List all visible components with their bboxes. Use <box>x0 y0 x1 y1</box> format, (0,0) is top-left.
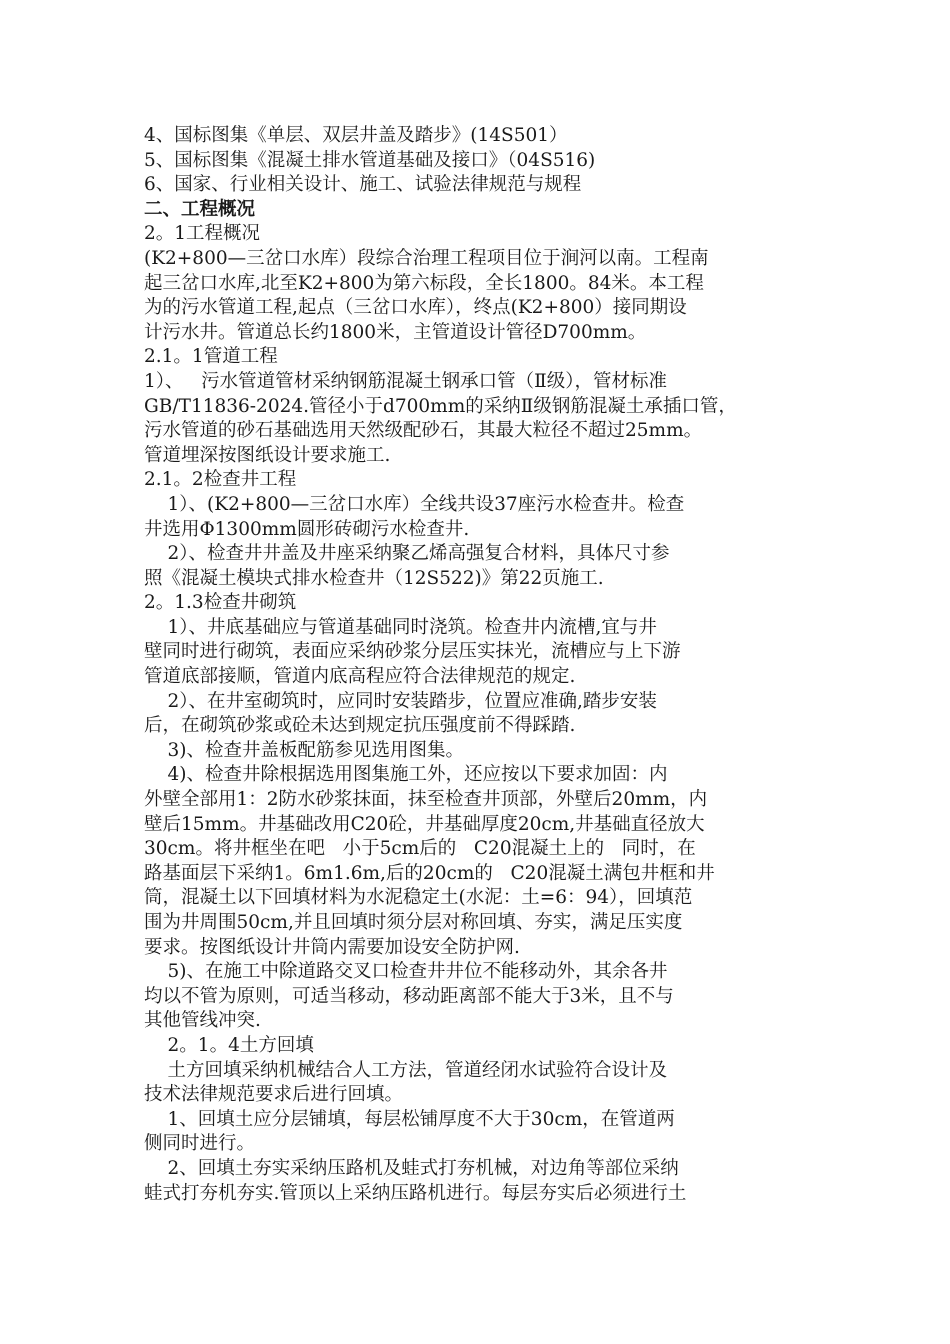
text-line: 为的污水管道工程,起点（三岔口水库），终点(K2+800）接同期设 <box>144 297 687 319</box>
text-line: 5、国标图集《混凝土排水管道基础及接口》（04S516) <box>144 149 596 171</box>
text-line: 土方回填采纳机械结合人工方法，管道经闭水试验符合设计及 <box>144 1059 668 1081</box>
text-line: 2）、在井室砌筑时，应同时安装踏步，位置应准确,踏步安装 <box>144 690 657 712</box>
text-line: 其他管线冲突. <box>144 1010 261 1032</box>
text-line: 计污水井。管道总长约1800米，主管道设计管径D700mm。 <box>144 321 647 343</box>
text-line: 外壁全部用1：2防水砂浆抹面，抹至检查井顶部，外壁后20mm，内 <box>144 789 708 811</box>
section-heading: 二、工程概况 <box>144 198 256 220</box>
text-line: 2）、检查井井盖及井座采纳聚乙烯高强复合材料，具体尺寸参 <box>144 543 670 565</box>
text-line: 2。1工程概况 <box>144 223 261 245</box>
text-line: 要求。按图纸设计井筒内需要加设安全防护网. <box>144 936 520 958</box>
text-line: 30cm。将井框坐在吧 小于5cm后的 C20混凝土上的 同时，在 <box>144 838 696 860</box>
text-line: 管道底部接顺，管道内底高程应符合法律规范的规定. <box>144 666 576 688</box>
text-line: 6、国家、行业相关设计、施工、试验法律规范与规程 <box>144 174 582 196</box>
text-line: 1、回填土应分层铺填，每层松铺厚度不大于30cm，在管道两 <box>144 1108 675 1130</box>
text-line: 技术法律规范要求后进行回填。 <box>144 1084 404 1106</box>
document-body <box>144 124 824 1206</box>
text-line: 壁同时进行砌筑，表面应采纳砂浆分层压实抹光，流槽应与上下游 <box>144 641 681 663</box>
text-line: 1）、 污水管道管材采纳钢筋混凝土钢承口管（Ⅱ级），管材标准 <box>144 370 667 392</box>
text-line: 侧同时进行。 <box>144 1133 256 1155</box>
text-line: 井选用Φ1300mm圆形砖砌污水检查井. <box>144 518 470 540</box>
text-line: GB/T11836-2024.管径小于d700mm的采纳Ⅱ级钢筋混凝土承插口管， <box>144 395 737 417</box>
text-line: 照《混凝土模块式排水检查井（12S522)》第22页施工. <box>144 567 604 589</box>
text-line: 均以不管为原则，可适当移动，移动距离部不能大于3米，且不与 <box>144 985 674 1007</box>
text-line: 蛙式打夯机夯实.管顶以上采纳压路机进行。每层夯实后必须进行土 <box>144 1182 687 1204</box>
text-line: 3)、检查井盖板配筋参见选用图集。 <box>144 739 465 761</box>
text-line: (K2+800—三岔口水库）段综合治理工程项目位于涧河以南。工程南 <box>144 247 709 269</box>
text-line: 4、国标图集《单层、双层井盖及踏步》(14S501） <box>144 125 568 146</box>
text-line: 起三岔口水库,北至K2+800为第六标段，全长1800。84米。本工程 <box>144 272 704 294</box>
text-line: 1）、(K2+800—三岔口水库）全线共设37座污水检查井。检查 <box>144 493 685 515</box>
text-line: 后，在砌筑砂浆或砼未达到规定抗压强度前不得踩踏. <box>144 715 576 737</box>
text-line: 污水管道的砂石基础选用天然级配砂石，其最大粒径不超过25mm。 <box>144 420 703 442</box>
text-line: 4)、检查井除根据选用图集施工外，还应按以下要求加固：内 <box>144 764 668 786</box>
text-line: 2.1。1管道工程 <box>144 346 278 368</box>
text-line: 路基面层下采纳1。6m1.6m,后的20cm的 C20混凝土满包井框和井 <box>144 862 715 884</box>
text-line: 2.1。2检查井工程 <box>144 469 297 491</box>
text-line: 壁后15mm。井基础改用C20砼，井基础厚度20cm,井基础直径放大 <box>144 813 705 835</box>
text-line: 2。1.3检查井砌筑 <box>144 592 297 614</box>
text-line: 围为井周围50cm,并且回填时须分层对称回填、夯实，满足压实度 <box>144 912 683 933</box>
text-line: 筒，混凝土以下回填材料为水泥稳定土(水泥：土=6：94），回填范 <box>144 887 693 909</box>
text-line: 5)、在施工中除道路交叉口检查井井位不能移动外，其余各井 <box>144 961 668 983</box>
text-line: 2。1。4土方回填 <box>144 1034 314 1056</box>
text-line: 管道埋深按图纸设计要求施工. <box>144 444 391 466</box>
text-line: 1）、井底基础应与管道基础同时浇筑。检查井内流槽,宜与井 <box>144 616 657 638</box>
text-line: 2、回填土夯实采纳压路机及蛙式打夯机械，对边角等部位采纳 <box>144 1157 679 1179</box>
